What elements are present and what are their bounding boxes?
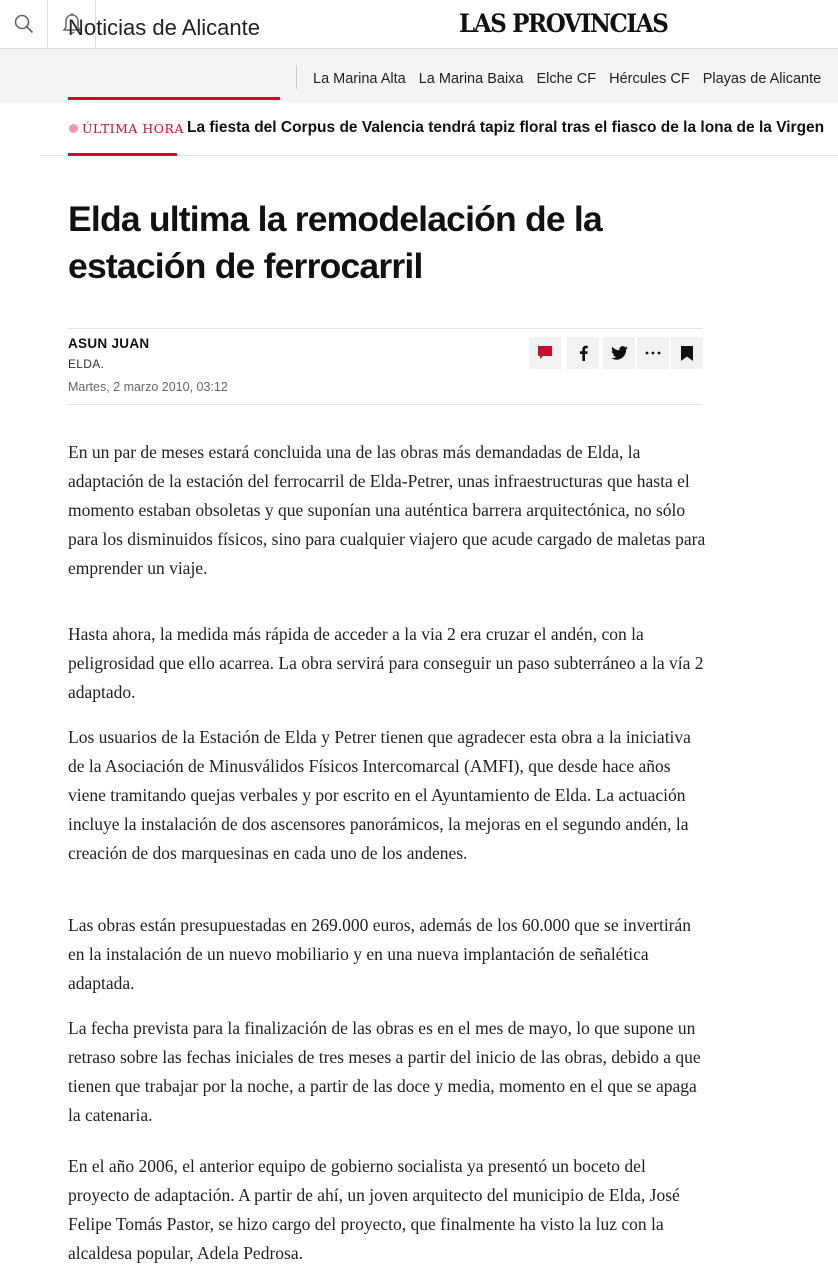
search-icon bbox=[13, 13, 35, 35]
section-link-marina-alta[interactable]: La Marina Alta bbox=[313, 71, 406, 87]
article-paragraph: Hasta ahora, la medida más rápida de acceder a la via 2 era cruzar el andén, con la peligrosidad que ello acarrea. La obra servirá para conseguir un paso subterráneo a la vía 2 adaptado. bbox=[68, 624, 704, 702]
author-name[interactable]: ASUN JUAN bbox=[68, 336, 150, 351]
more-options-button[interactable] bbox=[637, 337, 669, 369]
twitter-icon bbox=[611, 346, 628, 360]
more-icon bbox=[645, 351, 661, 355]
section-link-marina-baixa[interactable]: La Marina Baixa bbox=[418, 71, 524, 87]
live-dot-icon bbox=[69, 124, 78, 133]
site-logo[interactable]: LAS PROVINCIAS bbox=[459, 9, 668, 38]
comment-icon bbox=[537, 345, 553, 361]
byline-divider-top bbox=[68, 328, 702, 329]
article-paragraph: Los usuarios de la Estación de Elda y Petrer tienen que agradecer esta obra a la iniciativa de la Asociación de Minusválidos Físicos Intercomarcal (AMFI), que desde hace años viene tramitando quejas verbales y por escrito en el Ayuntamiento de Elda. La actuación incluye la instalación de dos ascensores panorámicos, la mejoras en el segundo andén, la creación de dos marquesinas en cada uno de los andenes. bbox=[68, 727, 691, 863]
article-headline: Elda ultima la remodelación de la estación de ferrocarril bbox=[68, 199, 602, 286]
section-divider bbox=[296, 65, 297, 89]
breaking-label-underline bbox=[68, 153, 177, 156]
section-title[interactable]: Noticias de Alicante bbox=[68, 15, 260, 40]
section-title-underline bbox=[68, 97, 280, 100]
breaking-label: ÚLTIMA HORA bbox=[82, 121, 184, 136]
article-paragraph: Las obras están presupuestadas en 269.000 euros, además de los 60.000 que se invertirán en la instalación de un nuevo mobiliario y en una nueva implantación de señalética adaptada. bbox=[68, 915, 692, 993]
facebook-share-button[interactable] bbox=[567, 337, 599, 369]
byline-divider-bottom bbox=[68, 404, 702, 405]
article-paragraph: En un par de meses estará concluida una de las obras más demandadas de Elda, la adaptación de la estación del ferrocarril de Elda-Petrer, unas infraestructuras que hasta el momento estaban obsoletas y que suponían una auténtica barrera arquitectónica, no sólo para los disminuidos físicos, sino para cualquier viajero que acude cargado de maletas para emprender un viaje. bbox=[68, 442, 706, 578]
bookmark-button[interactable] bbox=[671, 337, 703, 369]
bookmark-icon bbox=[681, 346, 693, 361]
section-link-hercules-cf[interactable]: Hércules CF bbox=[609, 71, 690, 87]
search-button[interactable] bbox=[0, 0, 48, 48]
article-date: Martes, 2 marzo 2010, 03:12 bbox=[68, 380, 228, 394]
section-link-elche-cf[interactable]: Elche CF bbox=[536, 71, 597, 87]
section-links bbox=[313, 71, 834, 87]
facebook-icon bbox=[577, 345, 589, 361]
article-paragraph: En el año 2006, el anterior equipo de gobierno socialista ya presentó un boceto del proyecto de adaptación. A partir de ahí, un joven arquitecto del municipio de Elda, José Felipe Tomás Pastor, se hizo cargo del proyecto, que finalmente ha visto la luz con la alcaldesa popular, Adela Pedrosa. bbox=[68, 1156, 680, 1263]
comments-button[interactable] bbox=[529, 337, 561, 369]
twitter-share-button[interactable] bbox=[603, 337, 635, 369]
article-paragraph: La fecha prevista para la finalización de las obras es en el mes de mayo, lo que supone un retraso sobre las fechas iniciales de tres meses a partir del inicio de las obras, debido a que tienen que trabajar por la noche, a partir de las doce y media, momento en el que se apaga la catenaria. bbox=[68, 1018, 701, 1125]
breaking-headline-link[interactable]: La fiesta del Corpus de Valencia tendrá tapiz floral tras el fiasco de la lona de la Virgen bbox=[187, 119, 825, 136]
section-link-playas-alicante[interactable]: Playas de Alicante bbox=[702, 71, 822, 87]
article-location: ELDA. bbox=[68, 357, 105, 371]
